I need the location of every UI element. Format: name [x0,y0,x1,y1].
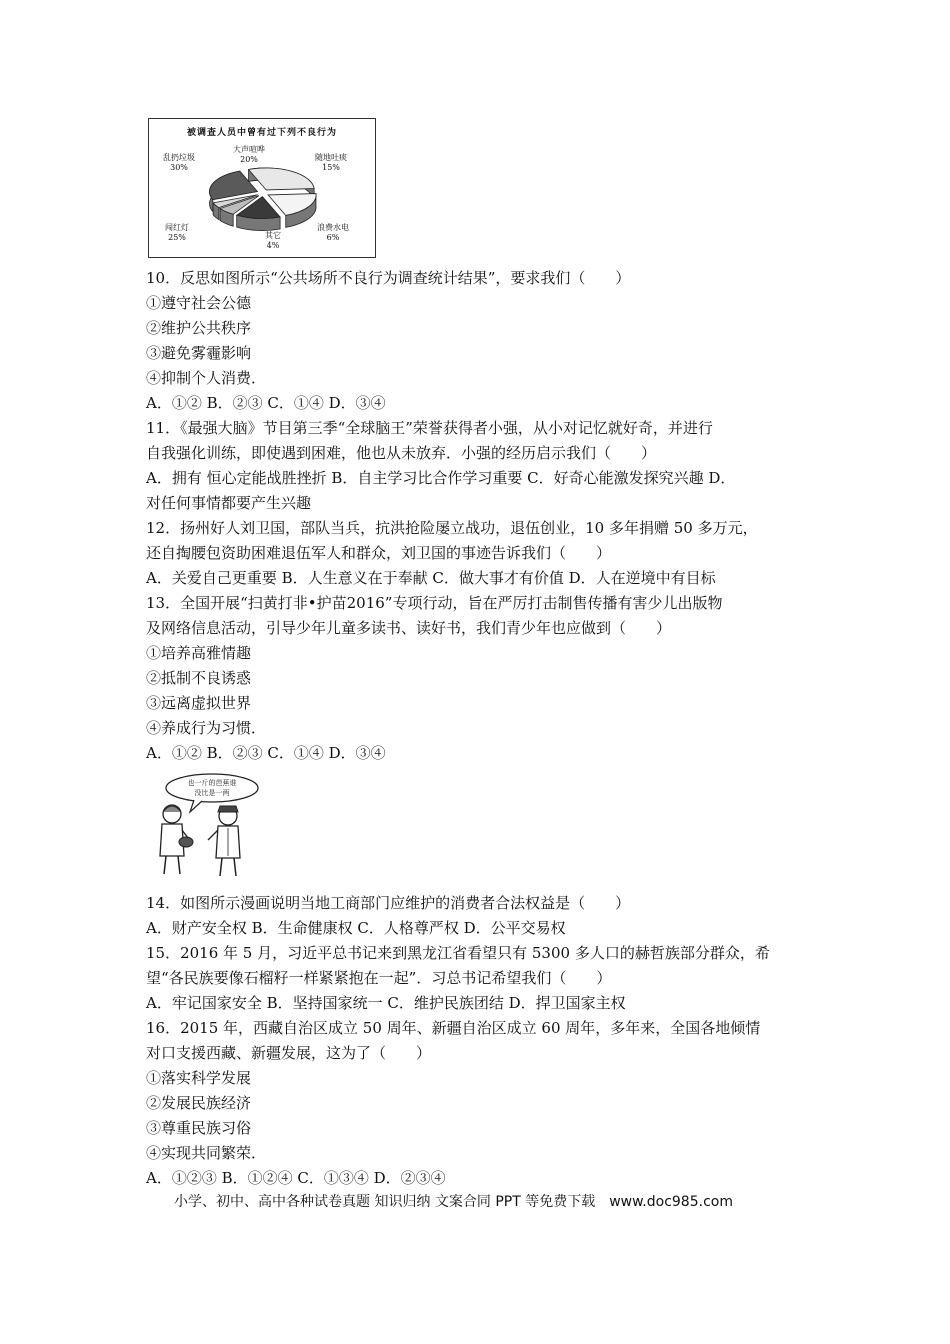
pie-label-redlight: 闯红灯 25% [165,223,189,242]
text-line: ④实现共同繁荣． [146,1144,267,1162]
text-line: 对口支援西藏、新疆发展，这为了（ ） [146,1044,432,1062]
text-line: A．①② B．②③ C．①④ D．③④ [146,744,386,762]
pie-label-noise: 大声喧哗 20% [233,145,265,164]
speech-line-1: 也一斤的芭蕉谁 [187,779,237,787]
text-line: ②维护公共秩序 [146,319,252,337]
text-line: ④抑制个人消费． [146,369,267,387]
pie-chart-title: 被调查人员中曾有过下列不良行为 [186,128,337,138]
text-line: 16．2015 年，西藏自治区成立 50 周年、新疆自治区成立 60 周年，多年来，全国各地倾情 [146,1019,761,1037]
pie-label-litter: 乱扔垃圾 30% [163,153,195,172]
text-line: A．财产安全权 B．生命健康权 C．人格尊严权 D．公平交易权 [146,919,566,937]
speech-line-2: 没比是一两 [194,789,230,797]
text-line: 12．扬州好人刘卫国，部队当兵，抗洪抢险屡立战功，退伍创业，10 多年捐赠 50 多万元， [146,519,758,537]
text-line: A．拥有 恒心定能战胜挫折 B．自主学习比合作学习重要 C．好奇心能激发探究兴趣 D． [146,469,736,487]
cartoon-drawing [146,768,268,878]
text-line: 自我强化训练，即使遇到困难，他也从未放弃．小强的经历启示我们（ ） [146,444,657,462]
text-line: ③避免雾霾影响 [146,344,252,362]
text-line: 对任何事情都要产生兴趣 [146,494,312,512]
text-line: ①落实科学发展 [146,1069,252,1087]
text-line: A．①②③ B．①②④ C．①③④ D．②③④ [146,1169,446,1187]
pie-chart-figure [148,118,376,258]
pie-label-waste: 浪费水电 6% [317,223,349,242]
text-line: A．牢记国家安全 B．坚持国家统一 C．维护民族团结 D．捍卫国家主权 [146,994,626,1012]
pie-label-other: 其它 4% [265,231,281,250]
text-line: A．关爱自己更重要 B．人生意义在于奉献 C．做大事才有价值 D．人在逆境中有目标 [146,569,716,587]
text-line: 还自掏腰包资助困难退伍军人和群众，刘卫国的事迹告诉我们（ ） [146,544,612,562]
text-line: 14．如图所示漫画说明当地工商部门应维护的消费者合法权益是（ ） [146,894,631,912]
text-line: 13．全国开展“扫黄打非•护苗2016”专项行动，旨在严厉打击制售传播有害少儿出版物 [146,594,723,612]
text-line: ②抵制不良诱惑 [146,669,252,687]
text-line: ③远离虚拟世界 [146,694,252,712]
pie-slice [249,168,315,190]
text-line: 10．反思如图所示“公共场所不良行为调查统计结果”，要求我们（ ） [146,269,631,287]
text-line: ①培养高雅情趣 [146,644,252,662]
text-line: 11．《最强大脑》节目第三季“全球脑王”荣誉获得者小强，从小对记忆就好奇，并进行 [146,419,713,437]
text-line: ②发展民族经济 [146,1094,252,1112]
text-line: ①遵守社会公德 [146,294,252,312]
text-line: 15．2016 年 5 月，习近平总书记来到黑龙江省看望只有 5300 多人口的赫哲族部分群众，希 [146,944,770,962]
text-line: ④养成行为习惯． [146,719,267,737]
cartoon-figure [146,768,268,878]
text-line: ③尊重民族习俗 [146,1119,252,1137]
footer-ad: 小学、初中、高中各种试卷真题 知识归纳 文案合同 PPT 等免费下载 www.doc985.com [174,1194,733,1210]
text-line: 及网络信息活动，引导少年儿童多读书、读好书，我们青少年也应做到（ ） [146,619,672,637]
text-line: 望“各民族要像石榴籽一样紧紧抱在一起”．习总书记希望我们（ ） [146,969,612,987]
text-line: A．①② B．②③ C．①④ D．③④ [146,394,386,412]
pie-label-spitting: 随地吐痰 15% [315,153,347,172]
